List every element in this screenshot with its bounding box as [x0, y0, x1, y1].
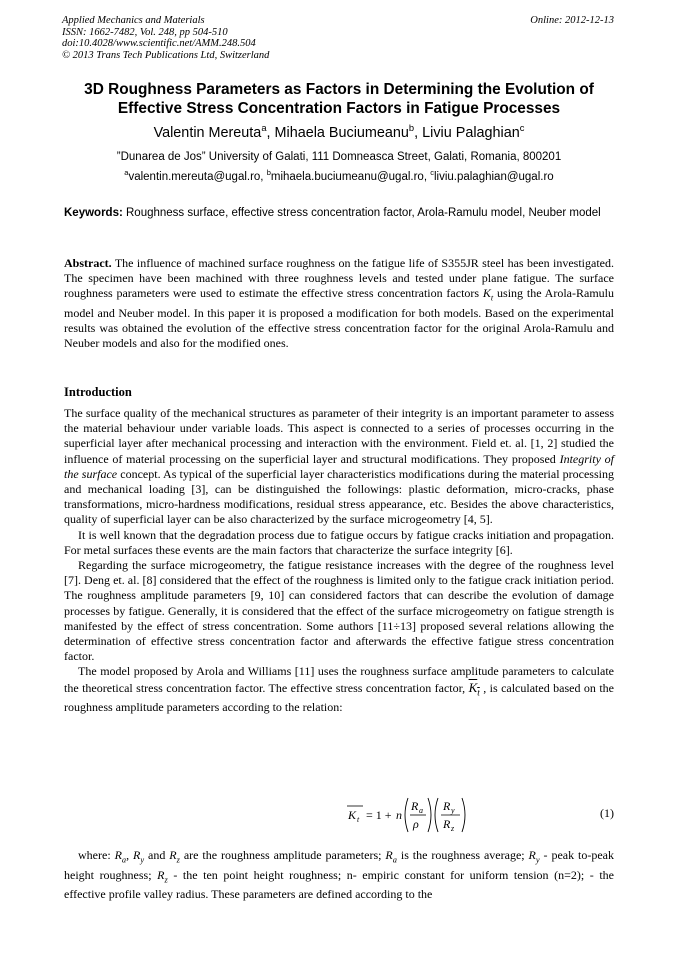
author-affil-mark: b — [408, 123, 415, 134]
author-affil-mark: c — [519, 123, 525, 134]
paragraph-text: - peak to-peak height roughness; — [64, 848, 615, 882]
paragraph-text: , — [126, 848, 134, 862]
publication-header — [62, 15, 269, 61]
symbol-subscript: a — [121, 855, 127, 865]
emphasis-text: Integrity of the surface — [64, 451, 614, 481]
email-link[interactable]: valentin.mereuta@ugal.ro, — [128, 171, 267, 183]
author-separator: , — [414, 125, 423, 141]
paragraph-text: are the roughness amplitude parameters; — [179, 848, 386, 862]
equation-1 — [64, 792, 614, 838]
symbol-subscript: a — [392, 855, 397, 865]
paper-title — [40, 80, 638, 118]
author-list — [40, 124, 638, 142]
paragraph-text: and — [144, 848, 170, 862]
affiliation: ”Dunarea de Jos” University of Galati, 111 Domneasca Street, Galati, Romania, 800201 — [116, 151, 562, 163]
eq-den2: R — [443, 817, 451, 831]
kt-subscript: t — [490, 293, 494, 303]
right-paren — [428, 798, 431, 832]
ra-symbol: R — [385, 848, 393, 862]
online-date: Online: 2012-12-13 — [530, 15, 614, 26]
paragraph — [64, 406, 614, 528]
equation-formula — [346, 792, 476, 838]
rz-symbol: R — [157, 867, 165, 882]
paragraph-text: is the roughness average; — [396, 848, 529, 862]
author-name: Liviu Palaghian — [422, 125, 520, 141]
author-separator: , — [266, 125, 275, 141]
eq-num1: R — [411, 799, 419, 813]
abstract-text: using the Arola-Ramulu model and Neuber model. In this paper it is proposed a modification for both models. Based on the experimental results was obtained the evolution of the effective stress concentration factor for the original Arola-Ramulu and Neuber models and also for the modified ones. — [64, 286, 614, 351]
symbol-subscript: z — [164, 874, 168, 884]
abstract-text: The influence of machined surface roughness on the fatigue life of S355JR steel has been investigated. The specimen have been machined with three roughness levels and tested under plane fatigue. The surface roughness parameters were used to estimate the effective stress concentration factors — [64, 256, 614, 301]
author-name: Valentin Mereuta — [153, 125, 262, 141]
paragraph-text: where: — [78, 848, 115, 862]
eq-equals: = 1 + — [366, 808, 392, 822]
email-mark: b — [266, 168, 271, 178]
kt-symbol: K — [482, 286, 491, 301]
abstract-label: Abstract. — [64, 256, 112, 270]
equation-explanation — [64, 848, 614, 902]
eq-lhs-sub: t — [357, 815, 360, 824]
author-name: Mihaela Buciumeanu — [274, 125, 409, 141]
paragraph-text: The surface quality of the mechanical structures as parameter of their integrity is an important parameter to assess the material behaviour under variable loads. This aspect is connected to a series of processes occurring in the superficial layer after mechanical processing and interaction with the environment. Field et. al. [1, 2] studied the influence of material processing on the superficial layer and structural modifications. They proposed — [64, 406, 614, 466]
author-emails — [40, 170, 638, 185]
eq-n: n — [396, 808, 402, 822]
ra-symbol: R — [114, 848, 122, 862]
email-mark: c — [430, 168, 434, 178]
paragraph-text: - the ten point height roughness; n- empiric constant for uniform tension (n=2); - the effective profile valley radius. These parameters are defined according to the — [64, 867, 614, 902]
keywords-label: Keywords: — [64, 207, 123, 219]
eq-den2-sub: z — [451, 824, 455, 833]
ry-symbol: R — [133, 848, 141, 862]
kt-subscript: t — [477, 687, 480, 698]
paragraph: Regarding the surface microgeometry, the fatigue resistance increases with the degree of the roughness level [7]. Deng et. al. [8] considered that the effect of the roughness is limited only to the fatigue crack initiation period. The roughness amplitude parameters [9, 10] can considered factors that can describe the evolution of damage processes by fatigue. Generally, it is considered that the effect of the surface microgeometry on fatigue strength is manifested by the effect of stress concentration. Some authors [11÷13] proposed several relations allowing the determination of effective stress concentration factor and afterwards the effective fatigue stress concentration factor. — [64, 558, 614, 664]
eq-den1: ρ — [413, 817, 419, 831]
abstract-block — [64, 256, 614, 352]
introduction-body — [64, 406, 614, 716]
eq-lhs: K — [348, 808, 357, 822]
symbol-subscript: y — [535, 855, 540, 865]
paragraph: It is well known that the degradation process due to fatigue occurs by fatigue cracks initiation and propagation. For metal surfaces these events are the main factors that characterize the surface integrity [6]. — [64, 527, 614, 557]
keywords-block — [64, 206, 614, 221]
section-heading-introduction: Introduction — [64, 385, 132, 399]
paragraph-text: concept. As typical of the superficial layer characteristics modifications during the material processing and mechanical loading [3], can be distinguished the followings: plastic deformation, micro-cracks, phase transformations, micro-hardness modifications, residual stress appearance, etc. Besides the above characteristics, quality of superficial layer can be also characterized by the surface microgeometry [4, 5]. — [64, 466, 614, 527]
paragraph-text: The model proposed by Arola and Williams [11] uses the roughness surface amplitude parameters to calculate the theoretical stress concentration factor. The effective stress concentration factor, — [64, 664, 614, 695]
title-line-1: 3D Roughness Parameters as Factors in Determining the Evolution of — [84, 81, 594, 98]
right-paren — [462, 798, 465, 832]
issn-line: ISSN: 1662-7482, Vol. 248, pp 504-510 — [62, 26, 228, 38]
kt-symbol: K — [468, 679, 478, 695]
ry-symbol: R — [528, 848, 536, 862]
paragraph — [64, 664, 614, 715]
author-affil-mark: a — [261, 123, 267, 134]
left-paren — [405, 798, 408, 832]
doi-line[interactable]: doi:10.4028/www.scientific.net/AMM.248.504 — [62, 38, 256, 50]
equation-number: (1) — [600, 806, 614, 820]
symbol-subscript: z — [176, 855, 180, 865]
symbol-subscript: y — [140, 855, 145, 865]
eq-num1-sub: a — [419, 806, 423, 815]
paragraph-text: , is calculated based on the roughness amplitude parameters according to the relation: — [64, 680, 614, 715]
email-link[interactable]: liviu.palaghian@ugal.ro — [433, 171, 554, 183]
left-paren — [435, 798, 438, 832]
copyright-line: © 2013 Trans Tech Publications Ltd, Switzerland — [62, 49, 270, 61]
title-line-2: Effective Stress Concentration Factors in Fatigue Processes — [117, 100, 561, 117]
email-link[interactable]: mihaela.buciumeanu@ugal.ro, — [270, 171, 431, 183]
keywords-text: Roughness surface, effective stress concentration factor, Arola-Ramulu model, Neuber model — [122, 207, 601, 219]
journal-name: Applied Mechanics and Materials — [62, 15, 205, 26]
email-mark: a — [124, 168, 129, 178]
eq-num2-sub: y — [451, 806, 455, 815]
eq-num2: R — [443, 799, 451, 813]
rz-symbol: R — [169, 848, 177, 862]
kt-bar-symbol — [468, 679, 480, 698]
